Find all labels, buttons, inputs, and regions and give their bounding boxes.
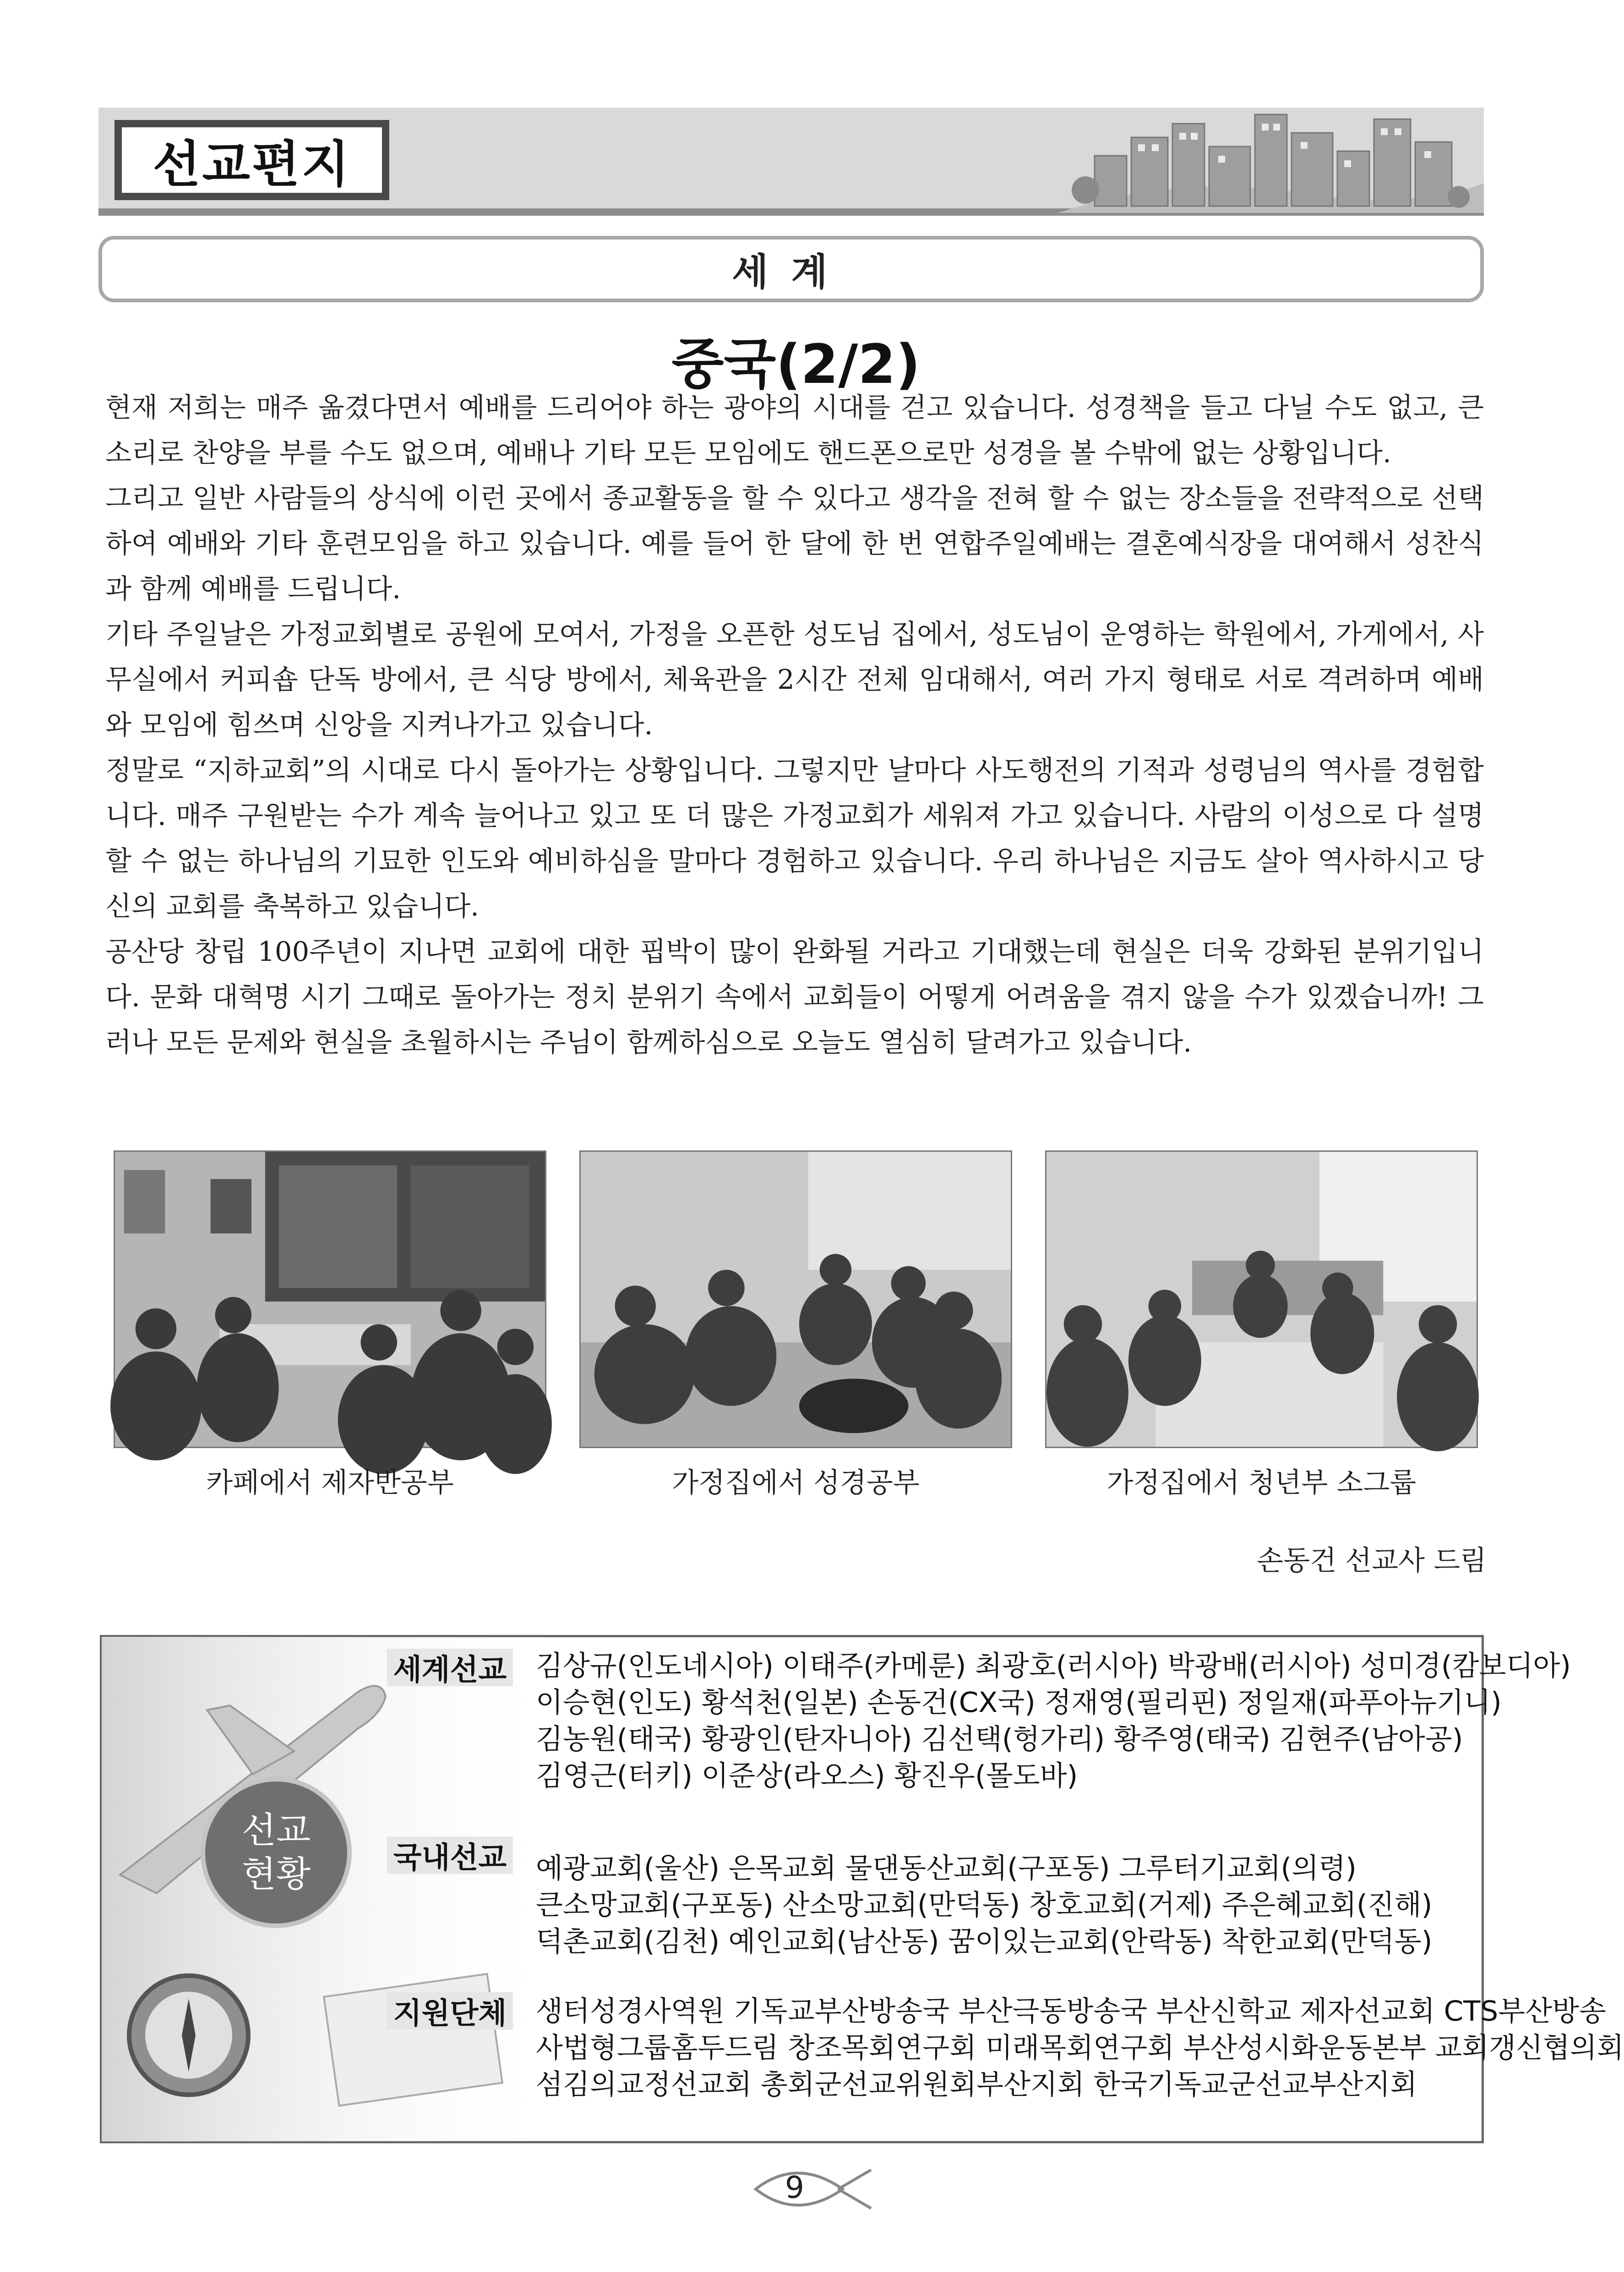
world-mission-list bbox=[536, 1648, 1571, 1794]
mission-status-emblem bbox=[205, 1782, 347, 1923]
page-number: 9 bbox=[785, 2170, 804, 2205]
domestic-mission-label: 국내선교 bbox=[387, 1836, 513, 1874]
paragraph: 정말로 “지하교회”의 시대로 다시 돌아가는 상황입니다. 그렇지만 날마다 사도행전의 기적과 성령님의 역사를 경험합니다. 매주 구원받는 수가 계속 늘어나고 있고 또 더 많은 가정교회가 세워져 가고 있습니다. 사람의 이성으로 다 설명할 수 없는 하나님의 기묘한 인도와 예비하심을 말마다 경험하고 있습니다. 우리 하나님은 지금도 살아 역사하시고 당신의 교회를 축복하고 있습니다. bbox=[105, 754, 1484, 922]
paragraph: 기타 주일날은 가정교회별로 공원에 모여서, 가정을 오픈한 성도님 집에서, 성도님이 운영하는 학원에서, 가게에서, 사무실에서 커피숍 단독 방에서, 큰 식당 방에서, 체육관을 2시간 전체 임대해서, 여러 가지 형태로 서로 격려하며 예배와 모임에 힘쓰며 신앙을 지켜나가고 있습니다. bbox=[105, 618, 1484, 741]
list-line: 김상규(인도네시아) 이태주(카메룬) 최광호(러시아) 박광배(러시아) 성미경(캄보디아) bbox=[536, 1650, 1571, 1682]
article-title: 중국(2/2) bbox=[671, 332, 921, 396]
support-org-list bbox=[536, 1993, 1624, 2103]
photo-caption: 가정집에서 청년부 소그룹 bbox=[1106, 1467, 1417, 1499]
list-line: 생터성경사역원 기독교부산방송국 부산극동방송국 부산신학교 제자선교회 CTS부산방송 bbox=[536, 1995, 1606, 2027]
home-bible-study-photo bbox=[579, 1150, 1012, 1448]
cafe-study-photo bbox=[114, 1150, 546, 1448]
support-org-label: 지원단체 bbox=[387, 1992, 513, 2030]
signature: 손동건 선교사 드림 bbox=[1257, 1545, 1487, 1577]
emblem-line: 선교 bbox=[241, 1810, 311, 1851]
list-line: 사법형그룹홈두드림 창조목회연구회 미래목회연구회 부산성시화운동본부 교회갱신협의회 bbox=[536, 2032, 1624, 2064]
article-body bbox=[105, 385, 1484, 1065]
photo-caption: 카페에서 제자반공부 bbox=[206, 1467, 454, 1499]
list-line: 섬김의교정선교회 총회군선교위원회부산지회 한국기독교군선교부산지회 bbox=[536, 2068, 1417, 2101]
world-mission-label: 세계선교 bbox=[387, 1649, 513, 1686]
list-line: 김영근(터키) 이준상(라오스) 황진우(몰도바) bbox=[536, 1760, 1078, 1792]
subtitle-banner: 세계 bbox=[98, 236, 1484, 302]
emblem-line: 현황 bbox=[241, 1854, 311, 1895]
domestic-mission-list bbox=[536, 1850, 1479, 1960]
paragraph: 그리고 일반 사람들의 상식에 이런 곳에서 종교활동을 할 수 있다고 생각을 전혀 할 수 없는 장소들을 전략적으로 선택하여 예배와 기타 훈련모임을 하고 있습니다. 예를 들어 한 달에 한 번 연합주일예배는 결혼예식장을 대여해서 성찬식과 함께 예배를 드립니다. bbox=[105, 482, 1484, 605]
paragraph: 현재 저희는 매주 옮겼다면서 예배를 드리어야 하는 광야의 시대를 걷고 있습니다. 성경책을 들고 다닐 수도 없고, 큰 소리로 찬양을 부를 수도 없으며, 예배나 기타 모든 모임에도 핸드폰으로만 성경을 볼 수밖에 없는 상황입니다. bbox=[105, 392, 1484, 469]
list-line: 이승현(인도) 황석천(일본) 손동건(CX국) 정재영(필리핀) 정일재(파푸아뉴기니) bbox=[536, 1686, 1502, 1719]
list-line: 김농원(태국) 황광인(탄자니아) 김선택(헝가리) 황주영(태국) 김현주(남아공) bbox=[536, 1723, 1463, 1755]
list-line: 덕촌교회(김천) 예인교회(남산동) 꿈이있는교회(안락동) 착한교회(만덕동) bbox=[536, 1925, 1433, 1958]
list-line: 큰소망교회(구포동) 산소망교회(만덕동) 창호교회(거제) 주은혜교회(진해) bbox=[536, 1889, 1433, 1921]
list-line: 예광교회(울산) 은목교회 물댄동산교회(구포동) 그루터기교회(의령) bbox=[536, 1852, 1357, 1885]
section-label: 선교편지 bbox=[114, 120, 389, 200]
youth-group-photo bbox=[1045, 1150, 1478, 1448]
paragraph: 공산당 창립 100주년이 지나면 교회에 대한 핍박이 많이 완화될 거라고 기대했는데 현실은 더욱 강화된 분위기입니다. 문화 대혁명 시기 그때로 돌아가는 정치 분위기 속에서 교회들이 어떻게 어려움을 겪지 않을 수가 있겠습니까! 그러나 모든 문제와 현실을 초월하시는 주님이 함께하심으로 오늘도 열심히 달려가고 있습니다. bbox=[105, 936, 1484, 1058]
city-skyline-icon bbox=[1040, 105, 1484, 213]
photo-caption: 가정집에서 성경공부 bbox=[672, 1467, 920, 1499]
